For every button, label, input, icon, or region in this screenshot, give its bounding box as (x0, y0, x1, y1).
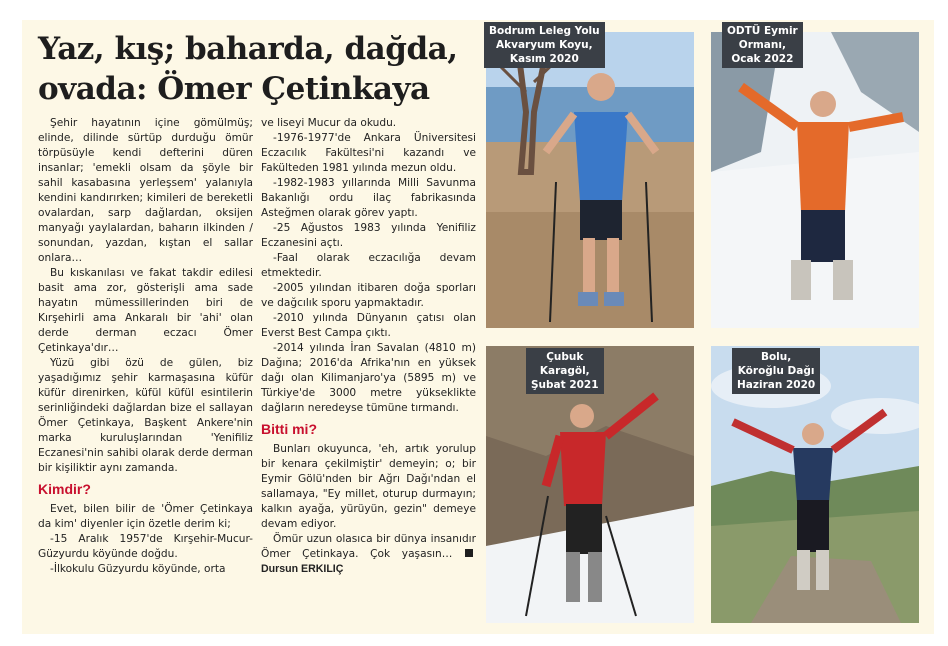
caption-eymir: ODTÜ Eymir Ormanı, Ocak 2022 (722, 22, 803, 68)
bio-item-5: -2005 yılından itibaren doğa sporları ve dağcılık sporu yapmaktadır. (261, 282, 476, 309)
subheading-bitti-mi: Bitti mi? (261, 421, 317, 437)
closing-paragraph-1: Bunları okuyunca, 'eh, artık yorulup bir kenara çekilmiştir' demeyin; o; bir Eymir Gölü'nden bir Ağrı Dağı'ndan el sallamaya, "Ey millet, oturup durmayın; kalkın ayağa, yürüyün, gezin" demeye devam ediyor. (261, 443, 476, 530)
kimdir-paragraph-1: Evet, bilen bilir de 'Ömer Çetinkaya da kim' diyenler için özetle derim ki; (38, 503, 253, 530)
kimdir-continued: ve liseyi Mucur da okudu. (261, 117, 397, 129)
caption-bodrum: Bodrum Leleg Yolu Akvaryum Koyu, Kasım 2020 (484, 22, 605, 68)
bio-item-1: -1976-1977'de Ankara Üniversitesi Eczacılık Fakültesi'ni kazandı ve Fakülteden 1981 yılında mezun oldu. (261, 132, 476, 174)
intro-paragraph-3: Yüzü gibi özü de gülen, biz yaşadığımız şehir karmaşasına küfür küfür direnirken, küfül küfül esintilerin serinliğindeki dağlardan bize el sallayan Ömer Çetinkaya, Başkent Ankere'nin marka kuruluşlarından 'Yenifiliz Eczanesi'nin sahibi olarak derde derman bir kişiliktir aynı zamanda. (38, 357, 253, 474)
caption-karagol: Çubuk Karagöl, Şubat 2021 (526, 348, 604, 394)
bio-item-4: -Faal olarak eczacılığa devam etmektedir. (261, 252, 476, 279)
bio-item-7: -2014 yılında İran Savalan (4810 m) Dağına; 2016'da Afrika'nın en yüksek dağı olan Kilimanjaro'ya (5895 m) ve Türkiye'de 3000 metre yükseklikte dağların neredeyse tümüne tırmandı. (261, 342, 476, 414)
article-headline: Yaz, kış; baharda, dağda, ovada: Ömer Çetinkaya (38, 31, 458, 107)
text-column-right (261, 116, 476, 577)
kimdir-paragraph-2: -15 Aralık 1957'de Kırşehir-Mucur-Güzyurdu köyünde doğdu. (38, 533, 253, 560)
caption-koroglu: Bolu, Köroğlu Dağı Haziran 2020 (732, 348, 820, 394)
closing-paragraph-2-text: Ömür uzun olasıca bir dünya insanıdır Ömer Çetinkaya. Çok yaşasın… (261, 533, 476, 560)
text-column-left (38, 116, 253, 577)
bio-item-6: -2010 yılında Dünyanın çatısı olan Everst Best Campa çıktı. (261, 312, 476, 339)
newspaper-page (22, 20, 934, 634)
kimdir-paragraph-3: -İlkokulu Güzyurdu köyünde, orta (50, 563, 226, 575)
intro-paragraph-1: Şehir hayatının içine gömülmüş; elinde, dilinde sürtüp durduğu ömür törpüsüyle kendi defterini düren insanlar; 'emekli olsam da şöyle bir sahil kasabasına yerleşsem' yalanıyla kendini kandırırken; kimileri de bereketli ovalardan, sarp dağlardan, oksijen manyağı yaylalardan, baharın ilkinden / sonundan, yazdan, kıştan el sallar onlara… (38, 117, 253, 264)
intro-paragraph-2: Bu kıskanılası ve fakat takdir edilesi basit ama zor, gösterişli ama sade hayatın mümessillerinden biri de Kırşehirli ama Ankaralı bir 'ahi' olan derde derman eczacı Ömer Çetinkaya'dır… (38, 267, 253, 354)
photo-bodrum (486, 32, 694, 328)
end-square-icon (465, 549, 473, 557)
closing-paragraph-2 (261, 532, 476, 577)
bio-item-2: -1982-1983 yıllarında Milli Savunma Bakanlığı ordu ilaç fabrikasında Asteğmen olarak görev yaptı. (261, 177, 476, 219)
author-byline: Dursun ERKILIÇ (261, 563, 344, 575)
photo-eymir (711, 32, 919, 328)
subheading-kimdir: Kimdir? (38, 481, 91, 497)
bio-item-3: -25 Ağustos 1983 yılında Yenifiliz Eczanesini açtı. (261, 222, 476, 249)
